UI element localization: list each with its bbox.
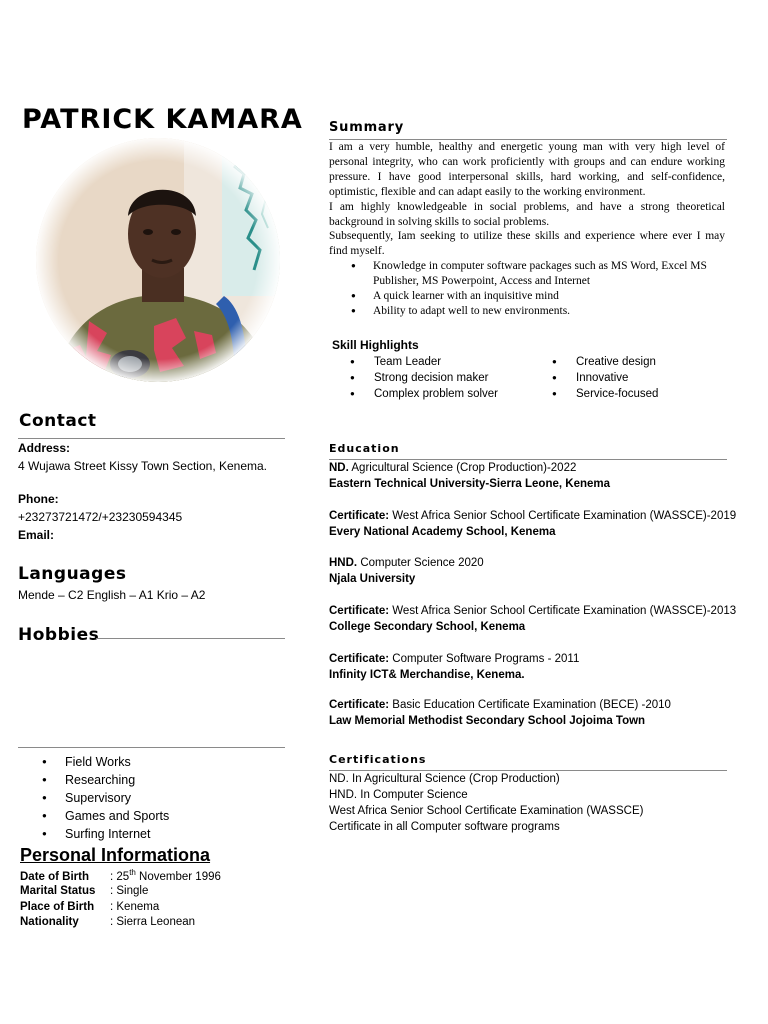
summary-paragraph: Subsequently, Iam seeking to utilize these skills and experience where ever I may find myself. (329, 230, 725, 258)
hobbies-list (18, 753, 169, 843)
hobby-item: ● Researching (18, 771, 169, 789)
hobbies-heading: Hobbies (18, 625, 100, 645)
education-detail: Computer Science 2020 (357, 557, 484, 569)
contact-divider (18, 438, 285, 439)
personal-value: Sierra Leonean (116, 916, 196, 928)
hobbies-divider-lower (18, 747, 285, 748)
languages-heading: Languages (18, 564, 127, 584)
education-entry (329, 460, 610, 492)
personal-row-dob (20, 868, 221, 883)
hobby-item: ● Field Works (18, 753, 169, 771)
education-entry (329, 508, 736, 540)
education-type: ND. (329, 462, 349, 474)
resume-name: PATRICK KAMARA (22, 104, 303, 135)
skill-item: ● Complex problem solver (348, 386, 498, 402)
address-value: 4 Wujawa Street Kissy Town Section, Kenema. (18, 459, 268, 473)
education-type: Certificate: (329, 653, 390, 665)
hobby-item: ● Games and Sports (18, 807, 169, 825)
skill-item: ● Creative design (550, 354, 658, 370)
education-school: Eastern Technical University-Sierra Leone, Kenema (329, 478, 611, 490)
education-entry (329, 697, 671, 729)
profile-photo (34, 136, 282, 384)
summary-bullet: ● Knowledge in computer software packages such as MS Word, Excel MS Publisher, MS Powerpoint, Access and Internet (329, 259, 725, 289)
personal-row-pob (20, 901, 159, 913)
contact-heading: Contact (19, 411, 97, 431)
personal-value: Kenema (116, 901, 160, 913)
certifications-list (329, 771, 643, 835)
personal-key: Place of Birth (20, 901, 95, 913)
skill-item: ● Service-focused (550, 386, 658, 402)
education-entry (329, 603, 736, 635)
phone-value: +23273721472/+23230594345 (18, 510, 183, 524)
education-type: Certificate: (329, 510, 390, 522)
education-detail: West Africa Senior School Certificate Examination (WASSCE)-2013 (389, 605, 737, 617)
certification-item: HND. In Computer Science (329, 789, 468, 801)
certification-item: ND. In Agricultural Science (Crop Production) (329, 773, 560, 785)
education-school: Njala University (329, 573, 416, 585)
personal-row-nationality (20, 916, 195, 928)
summary-paragraph: I am highly knowledgeable in social problems, and have a strong theoretical background in solving skills to social problems. (329, 200, 725, 228)
certification-item: Certificate in all Computer software programs (329, 821, 560, 833)
education-type: Certificate: (329, 699, 390, 711)
personal-key: Marital Status (20, 885, 96, 897)
education-entry (329, 555, 484, 587)
address-label: Address: (18, 441, 71, 455)
skills-heading: Skill Highlights (332, 338, 419, 352)
certification-item: West Africa Senior School Certificate Examination (WASSCE) (329, 805, 644, 817)
education-type: Certificate: (329, 605, 390, 617)
education-school: Every National Academy School, Kenema (329, 526, 556, 538)
hobby-item: ● Supervisory (18, 789, 169, 807)
education-school: Law Memorial Methodist Secondary School Jojoima Town (329, 715, 646, 727)
education-detail: Basic Education Certificate Examination (BECE) -2010 (389, 699, 671, 711)
summary-bullet: ● Ability to adapt well to new environments. (329, 304, 725, 319)
skill-item: ● Innovative (550, 370, 658, 386)
education-entry (329, 651, 579, 683)
personal-sep: : (110, 885, 117, 897)
personal-key: Date of Birth (20, 870, 89, 883)
summary-bullet: ● A quick learner with an inquisitive mind (329, 289, 725, 304)
education-detail: West Africa Senior School Certificate Examination (WASSCE)-2019 (389, 510, 737, 522)
personal-row-marital (20, 885, 148, 897)
personal-value: Single (116, 885, 149, 897)
certifications-heading: Certifications (329, 753, 427, 766)
personal-key: Nationality (20, 916, 79, 928)
education-detail: Agricultural Science (Crop Production)-2022 (348, 462, 577, 474)
summary-paragraph: I am a very humble, healthy and energetic young man with very high level of personal integrity, who can work proficiently with groups and can endure working pressure. I have good interpersonal skills, hard working, and self-confidence, optimistic, flexible and can adapt easily to the working environment. (329, 141, 725, 198)
phone-label: Phone: (18, 492, 59, 506)
personal-sep: : (110, 916, 117, 928)
summary-heading: Summary (329, 120, 404, 135)
personal-sep: : (110, 901, 117, 913)
hobbies-divider (96, 638, 285, 639)
education-heading: Education (329, 442, 400, 455)
personal-sep: : (110, 870, 117, 883)
personal-info-heading: Personal Informationa (20, 845, 211, 865)
languages-value: Mende – C2 English – A1 Krio – A2 (18, 588, 206, 602)
dob-day: 25 (116, 870, 130, 883)
skills-column-1 (348, 354, 498, 402)
dob-rest: November 1996 (135, 870, 221, 883)
skill-item: ● Team Leader (348, 354, 498, 370)
summary-bullets (329, 259, 725, 319)
hobby-item: ● Surfing Internet (18, 825, 169, 843)
education-school: College Secondary School, Kenema (329, 621, 526, 633)
skills-column-2 (550, 354, 658, 402)
skill-item: ● Strong decision maker (348, 370, 498, 386)
education-type: HND. (329, 557, 358, 569)
dob-suffix: th (129, 868, 136, 877)
summary-section (329, 140, 725, 319)
education-detail: Computer Software Programs - 2011 (389, 653, 580, 665)
education-school: Infinity ICT& Merchandise, Kenema. (329, 669, 525, 681)
email-label: Email: (18, 528, 55, 542)
